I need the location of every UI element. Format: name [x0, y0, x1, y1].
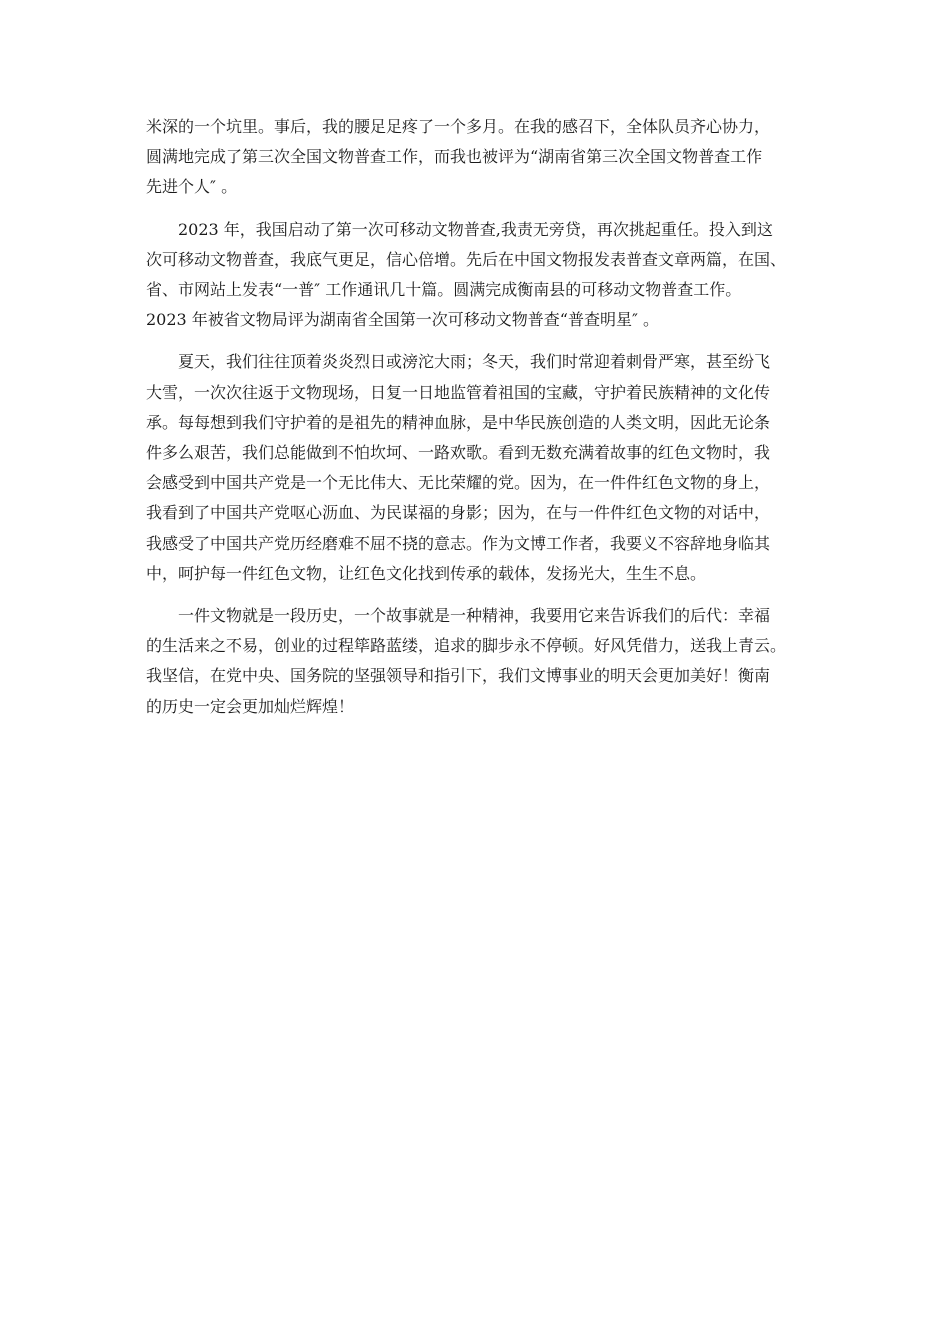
text-line: 次可移动文物普查，我底气更足，信心倍增。先后在中国文物报发表普查文章两篇，在国、: [146, 249, 787, 269]
text-line: 先进个人″ 。: [146, 177, 238, 197]
text-line: 承。每每想到我们守护着的是祖先的精神血脉，是中华民族创造的人类文明，因此无论条: [146, 412, 771, 432]
paragraph-2: [146, 215, 810, 336]
text-line: 大雪，一次次往返于文物现场，日复一日地监管着祖国的宝藏，守护着民族精神的文化传: [146, 382, 771, 402]
text-line: 的生活来之不易，创业的过程筚路蓝缕，追求的脚步永不停顿。好风凭借力，送我上青云。: [146, 636, 787, 656]
text-line: 我感受了中国共产党历经磨难不屈不挠的意志。作为文博工作者，我要义不容辞地身临其: [146, 533, 771, 553]
document-body: [146, 112, 810, 734]
text-line: 2023 年被省文物局评为湖南省全国第一次可移动文物普查“普查明星″ 。: [146, 310, 660, 330]
text-line: 夏天，我们往往顶着炎炎烈日或滂沱大雨；冬天，我们时常迎着刺骨严寒，甚至纷飞: [178, 352, 771, 372]
text-line: 一件文物就是一段历史，一个故事就是一种精神，我要用它来告诉我们的后代：幸福: [178, 606, 771, 626]
paragraph-3: [146, 347, 810, 589]
text-line: 件多么艰苦，我们总能做到不怕坎坷、一路欢歌。看到无数充满着故事的红色文物时，我: [146, 443, 771, 463]
text-line: 中，呵护每一件红色文物，让红色文化找到传承的载体，发扬光大，生生不息。: [146, 563, 707, 583]
text-line: 省、市网站上发表“一普″ 工作通讯几十篇。圆满完成衡南县的可移动文物普查工作。: [146, 280, 742, 300]
text-line: 圆满地完成了第三次全国文物普查工作，而我也被评为“湖南省第三次全国文物普查工作: [146, 147, 763, 167]
paragraph-1: [146, 112, 810, 203]
text-line: 米深的一个坑里。事后，我的腰足足疼了一个多月。在我的感召下，全体队员齐心协力，: [146, 117, 771, 136]
text-line: 2023 年，我国启动了第一次可移动文物普查,我责无旁贷，再次挑起重任。投入到这: [178, 219, 773, 239]
text-line: 我看到了中国共产党呕心沥血、为民谋福的身影；因为，在与一件件红色文物的对话中，: [146, 503, 771, 523]
text-line: 我坚信，在党中央、国务院的坚强领导和指引下，我们文博事业的明天会更加美好！衡南: [146, 666, 771, 686]
text-line: 会感受到中国共产党是一个无比伟大、无比荣耀的党。因为，在一件件红色文物的身上，: [146, 473, 771, 493]
text-line: 的历史一定会更加灿烂辉煌！: [146, 696, 355, 716]
paragraph-4: [146, 601, 810, 722]
